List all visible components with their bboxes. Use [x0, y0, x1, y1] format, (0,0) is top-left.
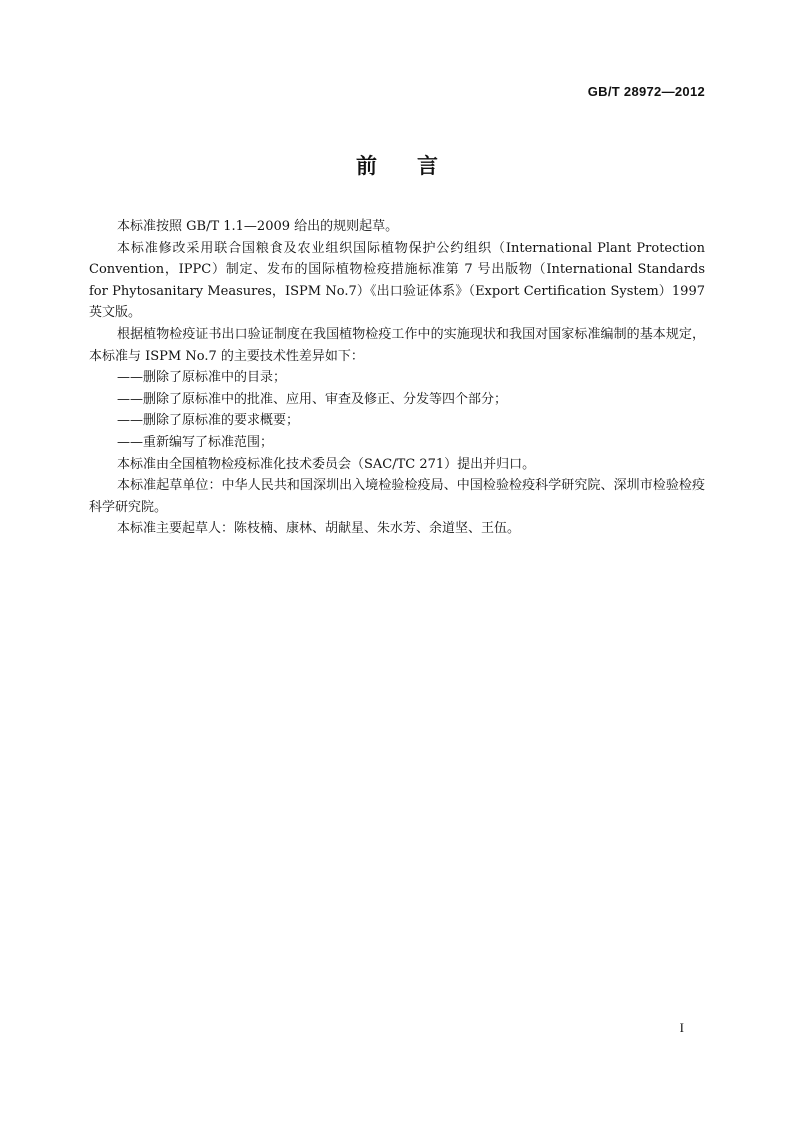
- standard-number: GB/T 28972—2012: [587, 84, 705, 99]
- paragraph-differences-intro: 根据植物检疫证书出口验证制度在我国植物检疫工作中的实施现状和我国对国家标准编制的基本规定，本标准与 ISPM No.7 的主要技术性差异如下：: [89, 326, 705, 364]
- paragraph-drafting-rules: 本标准按照 GB/T 1.1—2009 给出的规则起草。: [117, 219, 399, 234]
- difference-item: ——删除了原标准中的目录；: [117, 370, 287, 386]
- paragraph-drafters: 本标准主要起草人：陈枝楠、康林、胡献星、朱水芳、余道坚、王伍。: [117, 521, 521, 537]
- difference-item: ——删除了原标准中的批准、应用、审查及修正、分发等四个部分；: [117, 391, 508, 407]
- paragraph-proposer: 本标准由全国植物检疫标准化技术委员会（SAC/TC 271）提出并归口。: [117, 456, 536, 472]
- difference-item: ——重新编写了标准范围；: [117, 434, 274, 450]
- difference-item: ——删除了原标准的要求概要；: [117, 413, 300, 429]
- paragraph-drafting-units: 本标准起草单位：中华人民共和国深圳出入境检验检疫局、中国检验检疫科学研究院、深圳市检验检疫科学研究院。: [89, 478, 705, 515]
- page-title: 前言: [356, 154, 478, 178]
- paragraph-adoption: 本标准修改采用联合国粮食及农业组织国际植物保护公约组织（International Plant Protection Convention，IPPC）制定、发布的国际植物检疫措施标准第 7 号出版物（International Standards for Phytosanitary Measures，ISPM No.7）《出口验证体系》（Export Certification System）1997 英文版。: [89, 240, 705, 321]
- page-number: I: [679, 1020, 684, 1035]
- foreword-body: [89, 216, 705, 540]
